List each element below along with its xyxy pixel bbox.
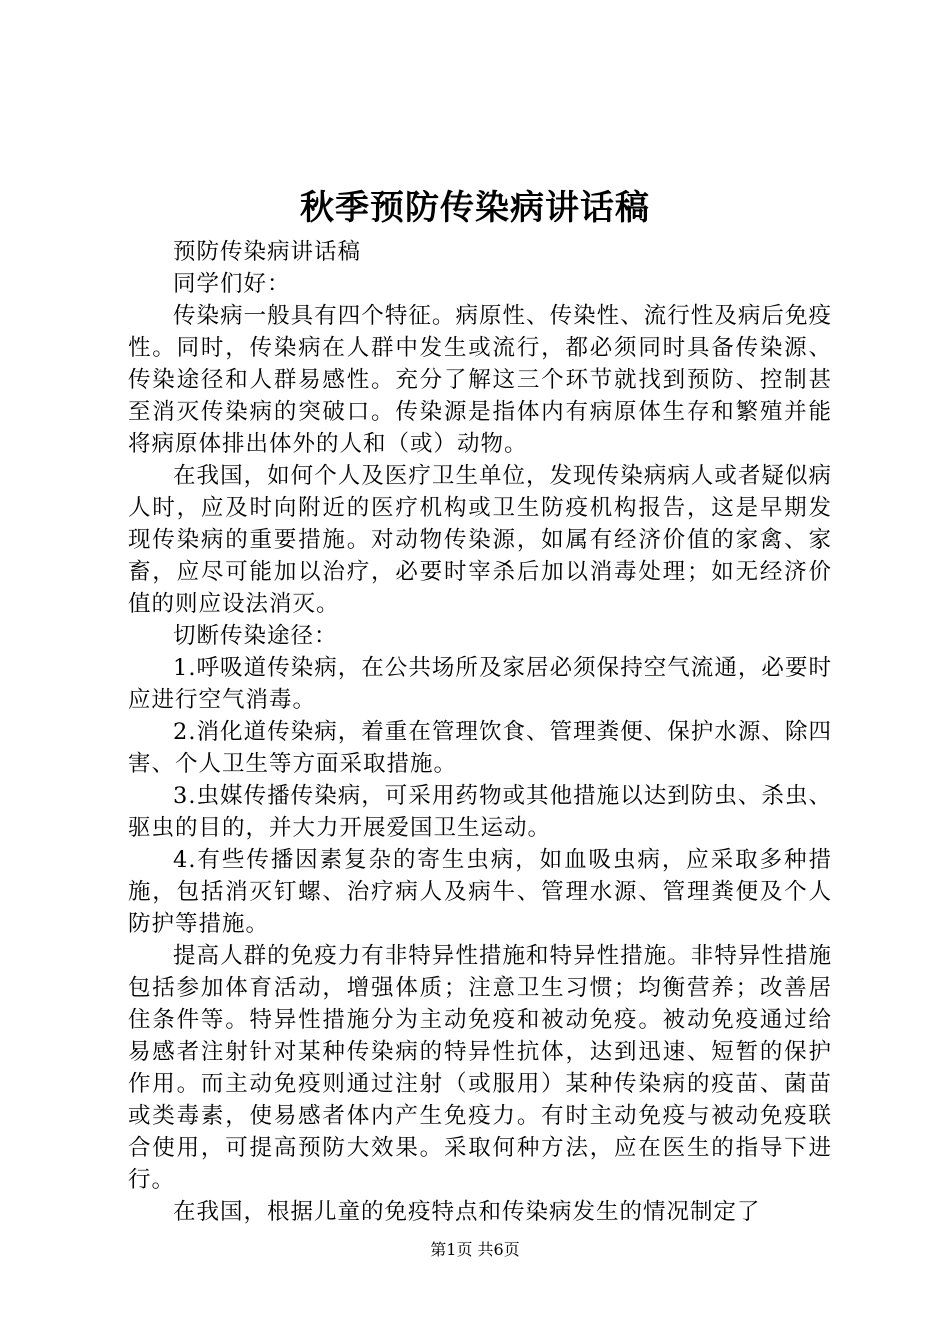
paragraph-heading: 切断传染途径： [173, 623, 338, 649]
paragraph-greeting: 同学们好： [173, 271, 291, 297]
paragraph: 在我国，如何个人及医疗卫生单位，发现传染病病人或者疑似病人时，应及时向附近的医疗机构或卫生防疫机构报告，这是早期发现传染病的重要措施。对动物传染源，如属有经济价值的家禽、家畜，应尽可能加以治疗，必要时宰杀后加以消毒处理；如无经济价值的则应设法消灭。 [128, 463, 832, 617]
paragraph: 传染病一般具有四个特征。病原性、传染性、流行性及病后免疫性。同时，传染病在人群中发生或流行，都必须同时具备传染源、传染途径和人群易感性。充分了解这三个环节就找到预防、控制甚至消灭传染病的突破口。传染源是指体内有病原体生存和繁殖并能将病原体排出体外的人和（或）动物。 [128, 303, 832, 457]
document-body [128, 236, 832, 1228]
list-item: 2.消化道传染病，着重在管理饮食、管理粪便、保护水源、除四害、个人卫生等方面采取措施。 [128, 719, 832, 777]
list-item: 3.虫媒传播传染病，可采用药物或其他措施以达到防虫、杀虫、驱虫的目的，并大力开展爱国卫生运动。 [128, 783, 832, 841]
paragraph: 在我国，根据儿童的免疫特点和传染病发生的情况制定了 [173, 1199, 761, 1225]
paragraph-subtitle: 预防传染病讲话稿 [173, 239, 362, 265]
document-title: 秋季预防传染病讲话稿 [300, 188, 650, 228]
list-item: 1.呼吸道传染病，在公共场所及家居必须保持空气流通，必要时应进行空气消毒。 [128, 655, 832, 713]
paragraph: 提高人群的免疫力有非特异性措施和特异性措施。非特异性措施包括参加体育活动，增强体质；注意卫生习惯；均衡营养；改善居住条件等。特异性措施分为主动免疫和被动免疫。被动免疫通过给易感者注射针对某种传染病的特异性抗体，达到迅速、短暂的保护作用。而主动免疫则通过注射（或服用）某种传染病的疫苗、菌苗或类毒素，使易感者体内产生免疫力。有时主动免疫与被动免疫联合使用，可提高预防大效果。采取何种方法，应在医生的指导下进行。 [128, 943, 832, 1193]
list-item: 4.有些传播因素复杂的寄生虫病，如血吸虫病，应采取多种措施，包括消灭钉螺、治疗病人及病牛、管理水源、管理粪便及个人防护等措施。 [128, 847, 832, 937]
page-footer: 第1页 共6页 [430, 1240, 520, 1259]
